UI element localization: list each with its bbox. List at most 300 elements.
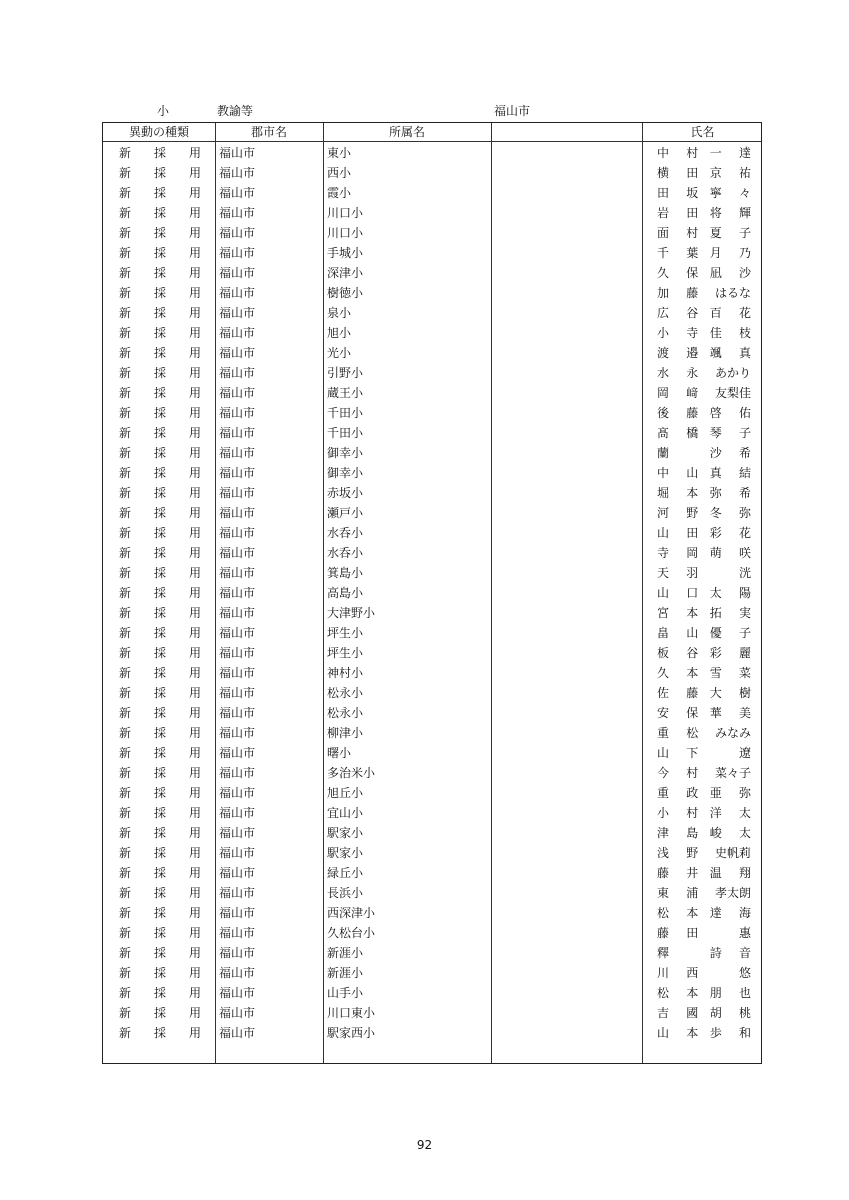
table-row — [103, 903, 761, 923]
transfer-type — [119, 683, 201, 703]
transfer-type — [119, 783, 201, 803]
transfer-type-char: 新 — [119, 906, 132, 920]
transfer-type-char: 用 — [188, 566, 201, 580]
school-cell: 川口東小 — [327, 1006, 376, 1020]
table-row — [103, 603, 761, 623]
name-part: 雪 — [709, 666, 722, 680]
name-part: 村 — [686, 226, 699, 240]
transfer-type-char: 新 — [119, 946, 132, 960]
name-part: 洸 — [738, 566, 751, 580]
table-row — [103, 583, 761, 603]
name-cell — [657, 283, 751, 303]
transfer-type-char: 採 — [153, 226, 166, 240]
school-cell: 霞小 — [327, 186, 352, 200]
table-row — [103, 383, 761, 403]
name-part: 葉 — [686, 246, 699, 260]
district-cell: 福山市 — [219, 626, 256, 640]
name-part: 板 — [657, 646, 670, 660]
transfer-type-char: 新 — [119, 966, 132, 980]
name-part: 畠 — [657, 626, 670, 640]
transfer-type-char: 用 — [188, 866, 201, 880]
name-part: 藤 — [686, 406, 699, 420]
name-part: 重 — [657, 786, 670, 800]
transfer-type-char: 新 — [119, 686, 132, 700]
header-divider — [103, 141, 761, 142]
transfer-type — [119, 443, 201, 463]
name-part: 月 — [709, 246, 722, 260]
name-part: 咲 — [738, 546, 751, 560]
name-cell — [657, 963, 751, 983]
district-cell: 福山市 — [219, 806, 256, 820]
school-cell: 光小 — [327, 346, 352, 360]
name-part: 祐 — [738, 166, 751, 180]
name-cell — [657, 883, 751, 903]
name-part: 小 — [657, 806, 670, 820]
name-part: 美 — [738, 706, 751, 720]
transfer-type-char: 用 — [188, 506, 201, 520]
table-row — [103, 203, 761, 223]
name-part: 子 — [738, 426, 751, 440]
district-cell: 福山市 — [219, 566, 256, 580]
table-row — [103, 763, 761, 783]
district-cell: 福山市 — [219, 286, 256, 300]
transfer-type-char: 新 — [119, 286, 132, 300]
transfer-type — [119, 943, 201, 963]
table-row — [103, 483, 761, 503]
table-row — [103, 663, 761, 683]
name-part: 橋 — [686, 426, 699, 440]
name-part: 百 — [709, 306, 722, 320]
school-cell: 赤坂小 — [327, 486, 364, 500]
transfer-type-char: 新 — [119, 246, 132, 260]
transfer-type — [119, 883, 201, 903]
transfer-type — [119, 543, 201, 563]
transfer-type-char: 用 — [188, 486, 201, 500]
name-part: 田 — [686, 926, 699, 940]
district-cell: 福山市 — [219, 946, 256, 960]
school-cell: 御幸小 — [327, 466, 364, 480]
name-cell — [657, 163, 751, 183]
name-part: 田 — [686, 206, 699, 220]
transfer-type-char: 用 — [188, 926, 201, 940]
name-part: 山 — [657, 586, 670, 600]
name-part: 悠 — [738, 966, 751, 980]
transfer-type — [119, 223, 201, 243]
table-row — [103, 503, 761, 523]
name-part: 谷 — [686, 306, 699, 320]
name-part: 詩 — [709, 946, 722, 960]
transfer-type-char: 採 — [153, 666, 166, 680]
transfer-type — [119, 983, 201, 1003]
transfer-type — [119, 663, 201, 683]
name-part: 実 — [738, 606, 751, 620]
table-row — [103, 443, 761, 463]
name-part: 野 — [686, 506, 699, 520]
name-part: 村 — [686, 766, 699, 780]
name-part: 中 — [657, 146, 670, 160]
table-row — [103, 683, 761, 703]
name-part: 佐 — [657, 686, 670, 700]
name-cell — [657, 843, 751, 863]
name-part: 藤 — [657, 926, 670, 940]
transfer-type-char: 用 — [188, 266, 201, 280]
table-row — [103, 623, 761, 643]
school-cell: 駅家小 — [327, 826, 364, 840]
transfer-type-char: 採 — [153, 246, 166, 260]
transfer-type-char: 採 — [153, 726, 166, 740]
district-cell: 福山市 — [219, 346, 256, 360]
table-row — [103, 463, 761, 483]
name-part: 弥 — [738, 506, 751, 520]
district-cell: 福山市 — [219, 326, 256, 340]
column-header-district: 郡市名 — [250, 125, 287, 139]
school-cell: 松永小 — [327, 706, 364, 720]
name-part: 弥 — [709, 486, 722, 500]
name-part: 和 — [738, 1026, 751, 1040]
district-cell: 福山市 — [219, 146, 256, 160]
table-row — [103, 783, 761, 803]
name-part: 藤 — [657, 866, 670, 880]
school-cell: 御幸小 — [327, 446, 364, 460]
transfer-type-char: 用 — [188, 586, 201, 600]
name-part: 花 — [738, 526, 751, 540]
name-cell — [657, 763, 751, 783]
table-row — [103, 423, 761, 443]
name-part: 小 — [657, 326, 670, 340]
transfer-type-char: 新 — [119, 166, 132, 180]
name-part: 子 — [738, 626, 751, 640]
school-cell: 瀬戸小 — [327, 506, 364, 520]
name-part: 坂 — [686, 186, 699, 200]
name-part: 下 — [686, 746, 699, 760]
district-cell: 福山市 — [219, 826, 256, 840]
transfer-type-char: 採 — [153, 786, 166, 800]
school-cell: 千田小 — [327, 426, 364, 440]
transfer-type-char: 用 — [188, 466, 201, 480]
name-part: 堀 — [657, 486, 670, 500]
transfer-type-char: 採 — [153, 646, 166, 660]
transfer-type — [119, 763, 201, 783]
district-cell: 福山市 — [219, 446, 256, 460]
district-cell: 福山市 — [219, 306, 256, 320]
transfer-type-char: 新 — [119, 466, 132, 480]
name-part: 本 — [686, 486, 699, 500]
school-cell: 新涯小 — [327, 966, 364, 980]
transfer-type — [119, 263, 201, 283]
position-category-label: 教諭等 — [217, 104, 254, 118]
name-part: 島 — [686, 826, 699, 840]
transfer-type-char: 採 — [153, 426, 166, 440]
column-header-school: 所属名 — [388, 125, 425, 139]
name-part: 永 — [686, 366, 699, 380]
transfer-type — [119, 1003, 201, 1023]
name-cell — [657, 223, 751, 243]
district-cell: 福山市 — [219, 526, 256, 540]
name-cell — [657, 643, 751, 663]
district-cell: 福山市 — [219, 766, 256, 780]
transfer-type — [119, 503, 201, 523]
name-part: 本 — [686, 1026, 699, 1040]
transfer-type — [119, 303, 201, 323]
table-row — [103, 283, 761, 303]
name-part: 麗 — [738, 646, 751, 660]
name-part: 横 — [657, 166, 670, 180]
transfer-type-char: 用 — [188, 766, 201, 780]
name-cell — [657, 263, 751, 283]
name-part: 保 — [686, 706, 699, 720]
table-row — [103, 363, 761, 383]
transfer-type-char: 用 — [188, 346, 201, 360]
name-part: 後 — [657, 406, 670, 420]
transfer-type-char: 用 — [188, 966, 201, 980]
name-part: 彩 — [709, 526, 722, 540]
name-part: 松 — [657, 906, 670, 920]
table-row — [103, 703, 761, 723]
transfer-type-char: 採 — [153, 466, 166, 480]
transfer-type-char: 採 — [153, 926, 166, 940]
transfer-type-char: 採 — [153, 166, 166, 180]
name-part: 松 — [686, 726, 699, 740]
transfer-type — [119, 843, 201, 863]
transfer-type-char: 新 — [119, 886, 132, 900]
transfer-type — [119, 563, 201, 583]
transfer-type-char: 新 — [119, 726, 132, 740]
transfer-type-char: 用 — [188, 306, 201, 320]
district-cell: 福山市 — [219, 846, 256, 860]
name-part: 口 — [686, 586, 699, 600]
name-part: 田 — [657, 186, 670, 200]
name-part — [704, 743, 728, 763]
name-part: 音 — [738, 946, 751, 960]
school-cell: 曙小 — [327, 746, 352, 760]
transfer-type — [119, 903, 201, 923]
name-part: 菜 — [738, 666, 751, 680]
transfer-type-char: 用 — [188, 206, 201, 220]
name-cell — [657, 863, 751, 883]
name-cell — [657, 803, 751, 823]
transfer-type-char: 新 — [119, 1006, 132, 1020]
name-cell — [657, 423, 751, 443]
name-cell — [657, 983, 751, 1003]
name-part: 浅 — [657, 846, 670, 860]
school-cell: 大津野小 — [327, 606, 376, 620]
name-part: 結 — [738, 466, 751, 480]
school-cell: 深津小 — [327, 266, 364, 280]
district-cell: 福山市 — [219, 186, 256, 200]
transfer-type-char: 採 — [153, 186, 166, 200]
transfer-type — [119, 143, 201, 163]
name-part: 樹 — [738, 686, 751, 700]
name-part: 友梨佳 — [714, 386, 751, 400]
name-cell — [657, 783, 751, 803]
name-part: 夏 — [709, 226, 722, 240]
transfer-type-char: 採 — [153, 866, 166, 880]
school-cell: 蔵王小 — [327, 386, 364, 400]
transfer-type-char: 新 — [119, 446, 132, 460]
transfer-type-char: 新 — [119, 366, 132, 380]
name-part: 本 — [686, 606, 699, 620]
name-part: 山 — [686, 466, 699, 480]
transfer-type-char: 採 — [153, 266, 166, 280]
district-cell: 福山市 — [219, 246, 256, 260]
name-part: 川 — [657, 966, 670, 980]
table-row — [103, 943, 761, 963]
district-cell: 福山市 — [219, 506, 256, 520]
name-cell — [657, 703, 751, 723]
transfer-type-char: 新 — [119, 506, 132, 520]
transfer-type-char: 用 — [188, 786, 201, 800]
transfer-type-char: 採 — [153, 366, 166, 380]
name-cell — [657, 743, 751, 763]
name-part: 海 — [738, 906, 751, 920]
transfer-type — [119, 403, 201, 423]
school-cell: 引野小 — [327, 366, 364, 380]
transfer-type — [119, 203, 201, 223]
name-cell — [657, 203, 751, 223]
name-part: 髙 — [657, 426, 670, 440]
district-cell: 福山市 — [219, 966, 256, 980]
name-part: 佳 — [709, 326, 722, 340]
transfer-type-char: 新 — [119, 306, 132, 320]
school-cell: 泉小 — [327, 306, 352, 320]
transfer-type-char: 新 — [119, 426, 132, 440]
transfer-type-char: 採 — [153, 706, 166, 720]
district-cell: 福山市 — [219, 666, 256, 680]
transfer-type-char: 新 — [119, 766, 132, 780]
school-cell: 宜山小 — [327, 806, 364, 820]
school-cell: 西小 — [327, 166, 352, 180]
name-cell — [657, 683, 751, 703]
table-row — [103, 163, 761, 183]
name-part: 遼 — [738, 746, 751, 760]
table-row — [103, 543, 761, 563]
school-level-label: 小 — [157, 104, 170, 118]
transfer-type-char: 新 — [119, 546, 132, 560]
transfer-type-char: 用 — [188, 226, 201, 240]
transfer-type-char: 用 — [188, 426, 201, 440]
name-part: 水 — [657, 366, 670, 380]
school-cell: 駅家西小 — [327, 1026, 376, 1040]
name-part: 大 — [709, 686, 722, 700]
school-cell: 水呑小 — [327, 526, 364, 540]
transfer-type — [119, 243, 201, 263]
transfer-type-char: 新 — [119, 986, 132, 1000]
name-cell — [657, 603, 751, 623]
name-part: 﨑 — [686, 386, 699, 400]
name-part: 田 — [686, 526, 699, 540]
transfer-type-char: 採 — [153, 566, 166, 580]
transfer-type-char: 採 — [153, 346, 166, 360]
name-part: 村 — [686, 806, 699, 820]
transfer-type-char: 新 — [119, 146, 132, 160]
name-part: 野 — [686, 846, 699, 860]
transfer-type — [119, 803, 201, 823]
name-cell — [657, 483, 751, 503]
district-cell: 福山市 — [219, 746, 256, 760]
transfer-type-char: 用 — [188, 386, 201, 400]
transfer-type-char: 採 — [153, 446, 166, 460]
name-part: 太 — [738, 826, 751, 840]
name-cell — [657, 383, 751, 403]
district-cell: 福山市 — [219, 486, 256, 500]
name-cell — [657, 243, 751, 263]
name-part: 也 — [738, 986, 751, 1000]
name-part: 優 — [709, 626, 722, 640]
name-part: 井 — [686, 866, 699, 880]
name-part: 真 — [738, 346, 751, 360]
name-part: 山 — [657, 1026, 670, 1040]
name-cell — [657, 463, 751, 483]
transfer-type-char: 用 — [188, 666, 201, 680]
transfer-type-char: 採 — [153, 546, 166, 560]
name-part: 乃 — [738, 246, 751, 260]
transfer-type-char: 採 — [153, 966, 166, 980]
transfer-type — [119, 1023, 201, 1043]
school-cell: 水呑小 — [327, 546, 364, 560]
transfer-type-char: 用 — [188, 846, 201, 860]
name-part: 陽 — [738, 586, 751, 600]
transfer-type-char: 用 — [188, 446, 201, 460]
district-cell: 福山市 — [219, 886, 256, 900]
transfer-type — [119, 923, 201, 943]
city-label: 福山市 — [494, 104, 531, 118]
transfer-type-char: 用 — [188, 886, 201, 900]
district-cell: 福山市 — [219, 786, 256, 800]
page-number: 92 — [416, 1138, 433, 1152]
transfer-type — [119, 703, 201, 723]
name-cell — [657, 823, 751, 843]
transfer-type-char: 採 — [153, 146, 166, 160]
name-part: 藤 — [686, 686, 699, 700]
name-cell — [657, 403, 751, 423]
district-cell: 福山市 — [219, 646, 256, 660]
table-row — [103, 723, 761, 743]
name-part: 藤 — [686, 286, 699, 300]
school-cell: 坪生小 — [327, 626, 364, 640]
transfer-type-char: 用 — [188, 146, 201, 160]
transfer-type — [119, 363, 201, 383]
name-cell — [657, 583, 751, 603]
transfer-type — [119, 423, 201, 443]
transfer-type — [119, 283, 201, 303]
name-part: 釋 — [657, 946, 670, 960]
transfer-type-char: 新 — [119, 526, 132, 540]
transfer-type — [119, 963, 201, 983]
name-part: 太 — [738, 806, 751, 820]
school-cell: 松永小 — [327, 686, 364, 700]
district-cell: 福山市 — [219, 586, 256, 600]
table-row — [103, 523, 761, 543]
name-part: 真 — [709, 466, 722, 480]
transfer-type — [119, 863, 201, 883]
district-cell: 福山市 — [219, 386, 256, 400]
table-row — [103, 323, 761, 343]
transfer-type-char: 用 — [188, 746, 201, 760]
table-row — [103, 923, 761, 943]
school-cell: 山手小 — [327, 986, 364, 1000]
name-part — [704, 923, 728, 943]
transfer-type-char: 用 — [188, 406, 201, 420]
name-part: 邉 — [686, 346, 699, 360]
name-part: 京 — [709, 166, 722, 180]
name-cell — [657, 903, 751, 923]
transfer-type-char: 採 — [153, 746, 166, 760]
transfer-type-char: 用 — [188, 686, 201, 700]
transfer-type-char: 用 — [188, 186, 201, 200]
district-cell: 福山市 — [219, 366, 256, 380]
transfer-type-char: 採 — [153, 846, 166, 860]
transfer-type-char: 用 — [188, 646, 201, 660]
